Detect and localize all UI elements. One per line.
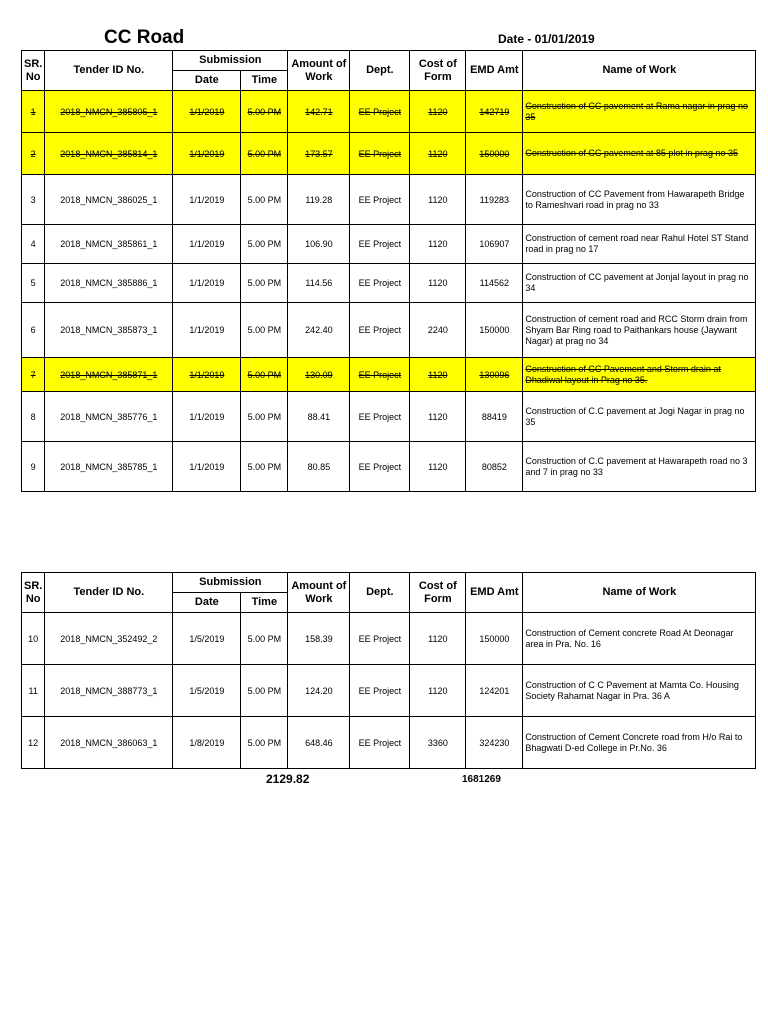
header-sr: SR. No	[22, 51, 45, 91]
emd-cell: 106907	[466, 225, 523, 264]
emd-cell: 80852	[466, 442, 523, 492]
table-row	[22, 91, 756, 133]
table-row	[22, 133, 756, 175]
amount-cell: 648.46	[288, 717, 350, 769]
time-cell: 5.00 PM	[241, 665, 288, 717]
dept-cell: EE Project	[350, 133, 410, 175]
header-submission: Submission	[173, 51, 288, 71]
total-emd: 1681269	[462, 774, 501, 785]
amount-cell: 88.41	[288, 392, 350, 442]
date-cell: 1/1/2019	[173, 264, 241, 303]
name-of-work-cell: Construction of CC Pavement and Storm drain at Dhadiwal layout in Prag no 35.	[523, 358, 756, 392]
dept-cell: EE Project	[350, 225, 410, 264]
time-cell: 5.00 PM	[241, 613, 288, 665]
name-of-work-cell: Construction of Cement Concrete road from H/o Rai to Bhagwati D-ed College in Pr.No. 36	[523, 717, 756, 769]
header-dept: Dept.	[350, 573, 410, 613]
amount-cell: 158.39	[288, 613, 350, 665]
table-row	[22, 175, 756, 225]
emd-cell: 119283	[466, 175, 523, 225]
emd-cell: 142719	[466, 91, 523, 133]
header-date: Date	[173, 71, 241, 91]
amount-cell: 80.85	[288, 442, 350, 492]
tender-id-cell: 2018_NMCN_385873_1	[45, 303, 173, 358]
emd-cell: 150000	[466, 613, 523, 665]
header-tender-id: Tender ID No.	[45, 573, 173, 613]
header-emd: EMD Amt	[466, 51, 523, 91]
cost-cell: 1120	[410, 613, 466, 665]
emd-cell: 124201	[466, 665, 523, 717]
header-amount: Amount of Work	[288, 51, 350, 91]
header-amount: Amount of Work	[288, 573, 350, 613]
cost-cell: 1120	[410, 133, 466, 175]
name-of-work-cell: Construction of CC pavement at Jonjal layout in prag no 34	[523, 264, 756, 303]
tender-id-cell: 2018_NMCN_386063_1	[45, 717, 173, 769]
tender-id-cell: 2018_NMCN_388773_1	[45, 665, 173, 717]
tender-id-cell: 2018_NMCN_352492_2	[45, 613, 173, 665]
cost-cell: 1120	[410, 358, 466, 392]
emd-cell: 150000	[466, 133, 523, 175]
sr-cell: 6	[22, 303, 45, 358]
dept-cell: EE Project	[350, 392, 410, 442]
amount-cell: 124.20	[288, 665, 350, 717]
name-of-work-cell: Construction of cement road and RCC Storm drain from Shyam Bar Ring road to Paithankars house (Jaywant Nagar) at prag no 34	[523, 303, 756, 358]
dept-cell: EE Project	[350, 717, 410, 769]
tender-table-1	[21, 50, 756, 492]
sr-cell: 9	[22, 442, 45, 492]
date-cell: 1/1/2019	[173, 225, 241, 264]
dept-cell: EE Project	[350, 303, 410, 358]
table-row	[22, 392, 756, 442]
header-submission: Submission	[173, 573, 288, 593]
header-sr: SR. No	[22, 573, 45, 613]
sr-cell: 4	[22, 225, 45, 264]
tender-id-cell: 2018_NMCN_385776_1	[45, 392, 173, 442]
cost-cell: 1120	[410, 175, 466, 225]
date-cell: 1/1/2019	[173, 133, 241, 175]
cost-cell: 1120	[410, 264, 466, 303]
cost-cell: 1120	[410, 91, 466, 133]
time-cell: 5.00 PM	[241, 133, 288, 175]
time-cell: 5.00 PM	[241, 225, 288, 264]
time-cell: 5.00 PM	[241, 442, 288, 492]
cost-cell: 3360	[410, 717, 466, 769]
dept-cell: EE Project	[350, 264, 410, 303]
table-row	[22, 613, 756, 665]
table-row	[22, 665, 756, 717]
header-cost: Cost of Form	[410, 573, 466, 613]
dept-cell: EE Project	[350, 613, 410, 665]
date-cell: 1/1/2019	[173, 392, 241, 442]
date-cell: 1/1/2019	[173, 91, 241, 133]
emd-cell: 130096	[466, 358, 523, 392]
time-cell: 5.00 PM	[241, 264, 288, 303]
date-cell: 1/1/2019	[173, 442, 241, 492]
sr-cell: 7	[22, 358, 45, 392]
time-cell: 5.00 PM	[241, 717, 288, 769]
amount-cell: 173.57	[288, 133, 350, 175]
name-of-work-cell: Construction of CC pavement at Rama nagar in prag no 35	[523, 91, 756, 133]
cost-cell: 1120	[410, 442, 466, 492]
sr-cell: 11	[22, 665, 45, 717]
header-dept: Dept.	[350, 51, 410, 91]
table-row	[22, 717, 756, 769]
date-cell: 1/1/2019	[173, 358, 241, 392]
dept-cell: EE Project	[350, 665, 410, 717]
sr-cell: 3	[22, 175, 45, 225]
sr-cell: 10	[22, 613, 45, 665]
page-title: CC Road	[104, 27, 185, 48]
cost-cell: 1120	[410, 665, 466, 717]
sr-cell: 5	[22, 264, 45, 303]
header-name-of-work: Name of Work	[523, 573, 756, 613]
time-cell: 5.00 PM	[241, 392, 288, 442]
name-of-work-cell: Construction of CC Pavement from Hawarapeth Bridge to Rameshvari road in prag no 33	[523, 175, 756, 225]
amount-cell: 114.56	[288, 264, 350, 303]
table-row	[22, 264, 756, 303]
sr-cell: 2	[22, 133, 45, 175]
header-emd: EMD Amt	[466, 573, 523, 613]
amount-cell: 142.71	[288, 91, 350, 133]
tender-id-cell: 2018_NMCN_386025_1	[45, 175, 173, 225]
sr-cell: 1	[22, 91, 45, 133]
tender-id-cell: 2018_NMCN_385871_1	[45, 358, 173, 392]
header-date: Date	[173, 593, 241, 613]
table-row	[22, 442, 756, 492]
name-of-work-cell: Construction of C C Pavement at Mamta Co. Housing Society Rahamat Nagar in Pra. 36 A	[523, 665, 756, 717]
emd-cell: 114562	[466, 264, 523, 303]
table-row	[22, 303, 756, 358]
time-cell: 5.00 PM	[241, 91, 288, 133]
date-cell: 1/5/2019	[173, 613, 241, 665]
time-cell: 5.00 PM	[241, 358, 288, 392]
name-of-work-cell: Construction of C.C pavement at Jogi Nagar in prag no 35	[523, 392, 756, 442]
tender-id-cell: 2018_NMCN_385785_1	[45, 442, 173, 492]
sr-cell: 8	[22, 392, 45, 442]
amount-cell: 106.90	[288, 225, 350, 264]
dept-cell: EE Project	[350, 358, 410, 392]
cost-cell: 2240	[410, 303, 466, 358]
dept-cell: EE Project	[350, 442, 410, 492]
tender-id-cell: 2018_NMCN_385805_1	[45, 91, 173, 133]
date-cell: 1/1/2019	[173, 175, 241, 225]
date-cell: 1/5/2019	[173, 665, 241, 717]
dept-cell: EE Project	[350, 175, 410, 225]
total-amount: 2129.82	[266, 772, 310, 786]
name-of-work-cell: Construction of CC pavement at 85 plot in prag no 35	[523, 133, 756, 175]
tender-id-cell: 2018_NMCN_385814_1	[45, 133, 173, 175]
header-cost: Cost of Form	[410, 51, 466, 91]
cost-cell: 1120	[410, 225, 466, 264]
time-cell: 5.00 PM	[241, 175, 288, 225]
name-of-work-cell: Construction of cement road near Rahul Hotel ST Stand road in prag no 17	[523, 225, 756, 264]
emd-cell: 150000	[466, 303, 523, 358]
time-cell: 5.00 PM	[241, 303, 288, 358]
emd-cell: 324230	[466, 717, 523, 769]
dept-cell: EE Project	[350, 91, 410, 133]
sr-cell: 12	[22, 717, 45, 769]
date-cell: 1/8/2019	[173, 717, 241, 769]
date-cell: 1/1/2019	[173, 303, 241, 358]
header-time: Time	[241, 71, 288, 91]
tender-id-cell: 2018_NMCN_385886_1	[45, 264, 173, 303]
emd-cell: 88419	[466, 392, 523, 442]
tender-id-cell: 2018_NMCN_385861_1	[45, 225, 173, 264]
name-of-work-cell: Construction of C.C pavement at Hawarapeth road no 3 and 7 in prag no 33	[523, 442, 756, 492]
header-time: Time	[241, 593, 288, 613]
document-date: Date - 01/01/2019	[498, 32, 595, 46]
header-name-of-work: Name of Work	[523, 51, 756, 91]
cost-cell: 1120	[410, 392, 466, 442]
header-tender-id: Tender ID No.	[45, 51, 173, 91]
tender-table-2	[21, 572, 756, 769]
amount-cell: 242.40	[288, 303, 350, 358]
amount-cell: 119.28	[288, 175, 350, 225]
table-row	[22, 358, 756, 392]
name-of-work-cell: Construction of Cement concrete Road At Deonagar area in Pra. No. 16	[523, 613, 756, 665]
table-row	[22, 225, 756, 264]
amount-cell: 130.09	[288, 358, 350, 392]
